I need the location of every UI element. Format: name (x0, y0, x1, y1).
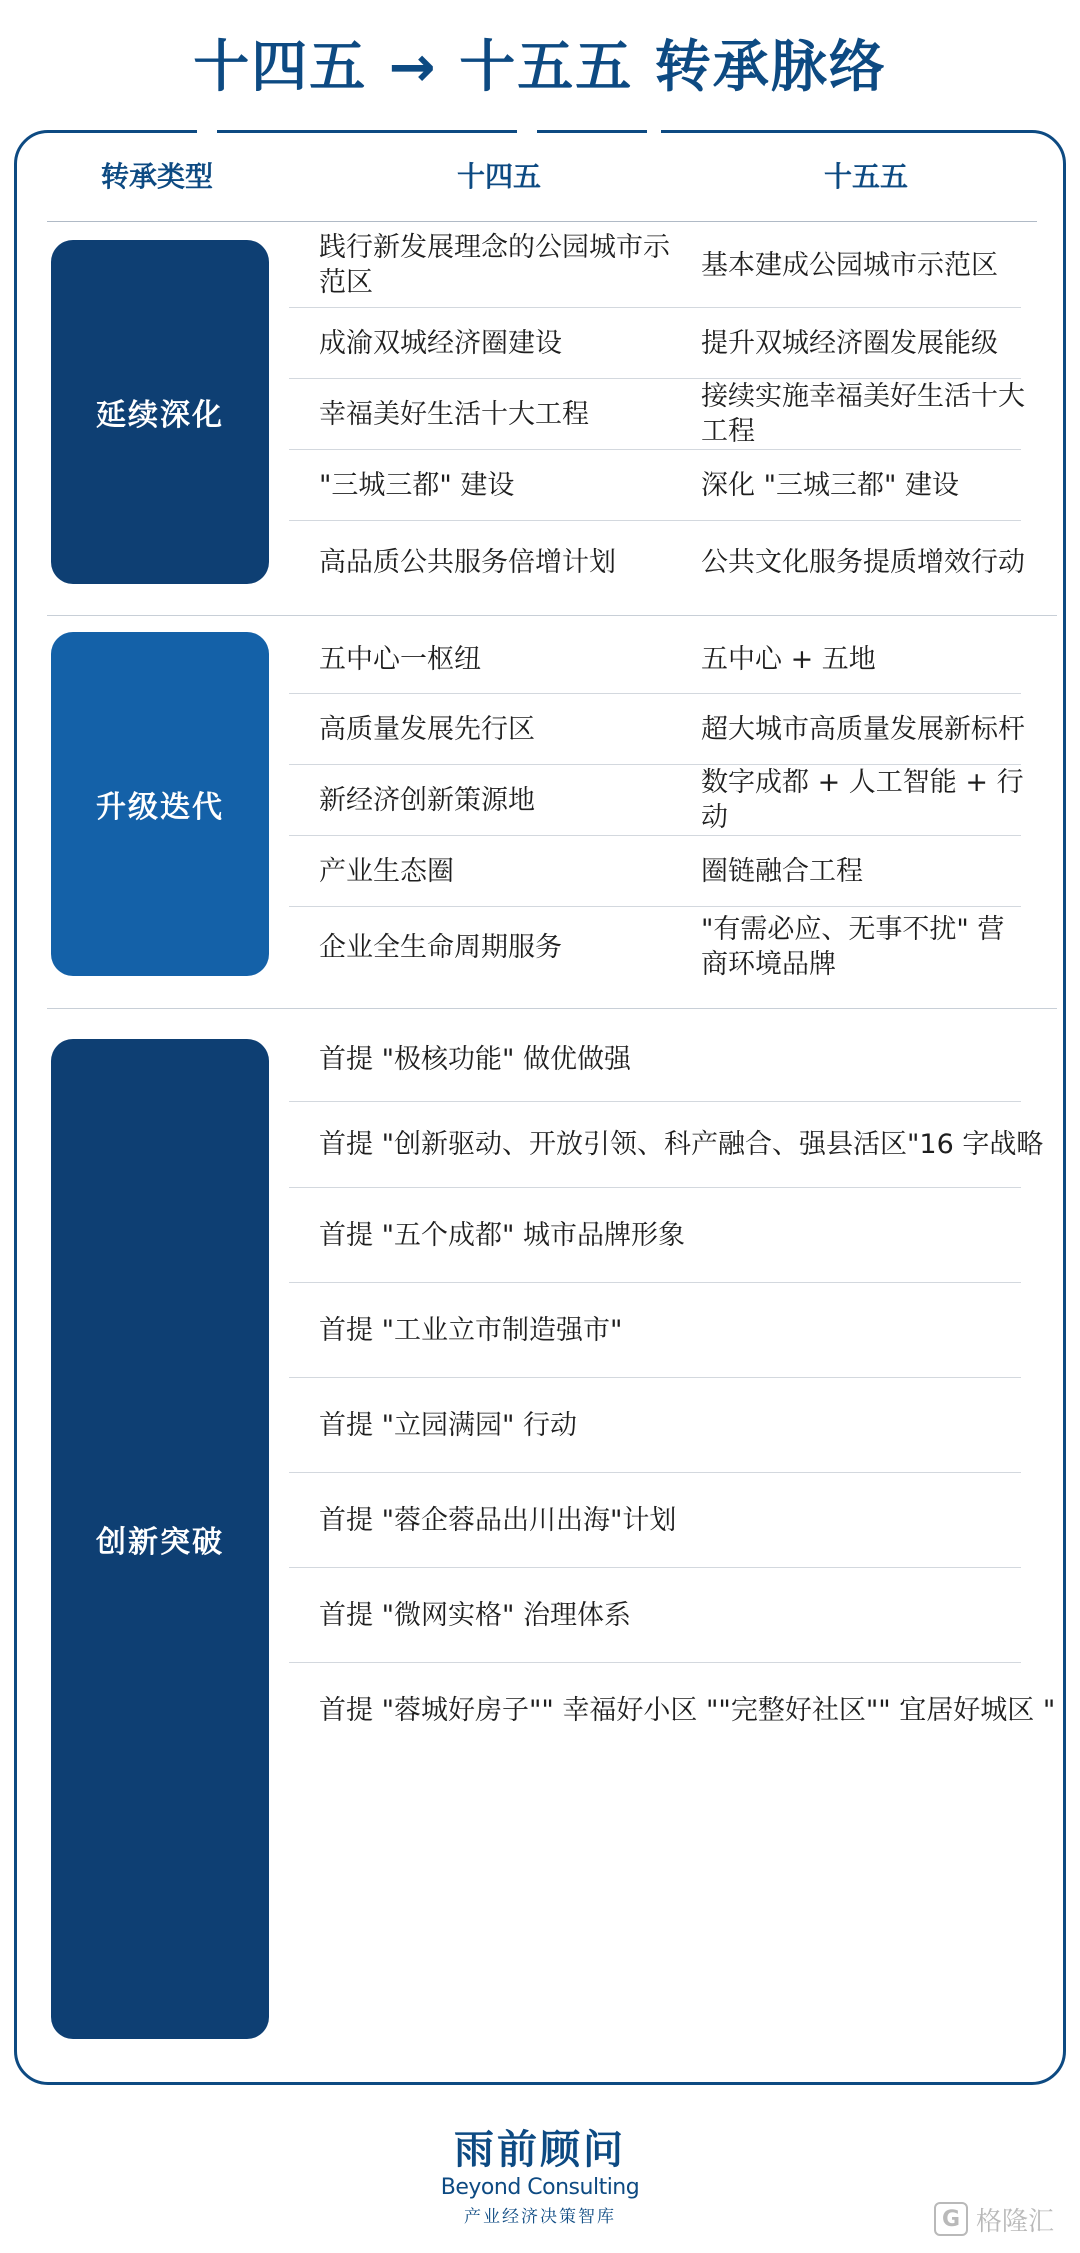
table-row (289, 521, 1049, 603)
group-innovation (17, 1009, 1063, 2079)
cell-15th: 公共文化服务提质增效行动 (701, 546, 1025, 578)
cell-first-proposal: 首提 "工业立市制造强市" (319, 1314, 623, 1346)
cell-first-proposal: 首提 "立园满园" 行动 (319, 1409, 578, 1441)
table-row (289, 1283, 1049, 1377)
table-row (289, 1663, 1056, 1757)
table-row (289, 308, 1049, 378)
cell-14th: 成渝双城经济圈建设 (319, 327, 562, 359)
cell-first-proposal: 首提 "极核功能" 做优做强 (319, 1043, 632, 1075)
footer-logo (0, 2118, 1080, 2227)
brand-name-cn: 雨前顾问 (454, 2126, 626, 2173)
header-divider (47, 221, 1037, 222)
cell-14th: 五中心一枢纽 (319, 643, 481, 675)
group-upgrade (17, 616, 1063, 1009)
table-row (289, 1473, 1049, 1567)
cell-14th: 高品质公共服务倍增计划 (319, 546, 616, 578)
category-label: 创新突破 (51, 1039, 269, 2039)
cell-first-proposal: 首提 "微网实格" 治理体系 (319, 1599, 632, 1631)
cell-first-proposal: 首提 "蓉城好房子"" 幸福好小区 ""完整好社区"" 宜居好城区 " (319, 1694, 1056, 1726)
cell-15th: 基本建成公园城市示范区 (701, 249, 998, 281)
table-row (289, 379, 1049, 449)
cell-first-proposal: 首提 "蓉企蓉品出川出海"计划 (319, 1504, 677, 1536)
cell-15th: 接续实施幸福美好生活十大工程 (701, 381, 1025, 447)
watermark-text: 格隆汇 (975, 2206, 1054, 2237)
table-header (17, 133, 1063, 223)
table-row (289, 1019, 1049, 1099)
table-frame (14, 130, 1066, 2085)
cell-15th: 深化 "三城三都" 建设 (701, 469, 960, 501)
cell-15th: 五中心 + 五地 (701, 643, 876, 675)
table-row (289, 223, 1049, 307)
table-row (289, 836, 1049, 906)
cell-first-proposal: 首提 "创新驱动、开放引领、科产融合、强县活区"16 字战略 (319, 1129, 1044, 1160)
cell-14th: 企业全生命周期服务 (319, 931, 562, 963)
table-row (289, 626, 1049, 692)
table-row (289, 694, 1049, 764)
cell-14th: 新经济创新策源地 (319, 784, 535, 816)
table-row (289, 1102, 1049, 1187)
brand-tagline: 产业经济决策智库 (464, 2207, 616, 2227)
watermark (934, 2199, 1054, 2239)
table-row (289, 1188, 1049, 1282)
table-row (289, 1378, 1049, 1472)
cell-14th: "三城三都" 建设 (319, 469, 515, 501)
table-row (289, 450, 1049, 520)
category-label: 延续深化 (51, 240, 269, 584)
table-row (289, 1568, 1049, 1662)
cell-15th: 提升双城经济圈发展能级 (701, 327, 998, 359)
cell-14th: 高质量发展先行区 (319, 713, 535, 745)
header-14th: 十四五 (456, 160, 541, 193)
cell-14th: 幸福美好生活十大工程 (319, 398, 589, 430)
cell-15th: "有需必应、无事不扰" 营商环境品牌 (701, 914, 1005, 980)
cell-15th: 圈链融合工程 (701, 855, 863, 887)
cell-14th: 产业生态圈 (319, 855, 454, 887)
cell-14th: 践行新发展理念的公园城市示范区 (319, 232, 670, 298)
table-row (289, 907, 1049, 987)
cell-first-proposal: 首提 "五个成都" 城市品牌形象 (319, 1219, 686, 1251)
group-extend (17, 223, 1063, 616)
page-title: 十四五 → 十五五 转承脉络 (193, 35, 887, 100)
cell-15th: 超大城市高质量发展新标杆 (701, 713, 1025, 745)
category-label: 升级迭代 (51, 632, 269, 976)
table-row (289, 765, 1049, 835)
cell-15th: 数字成都 + 人工智能 + 行动 (701, 767, 1024, 833)
gelonghui-icon: G (934, 2202, 968, 2236)
brand-name-en: Beyond Consulting (440, 2175, 640, 2200)
header-type: 转承类型 (100, 160, 213, 193)
header-15th: 十五五 (823, 160, 908, 193)
